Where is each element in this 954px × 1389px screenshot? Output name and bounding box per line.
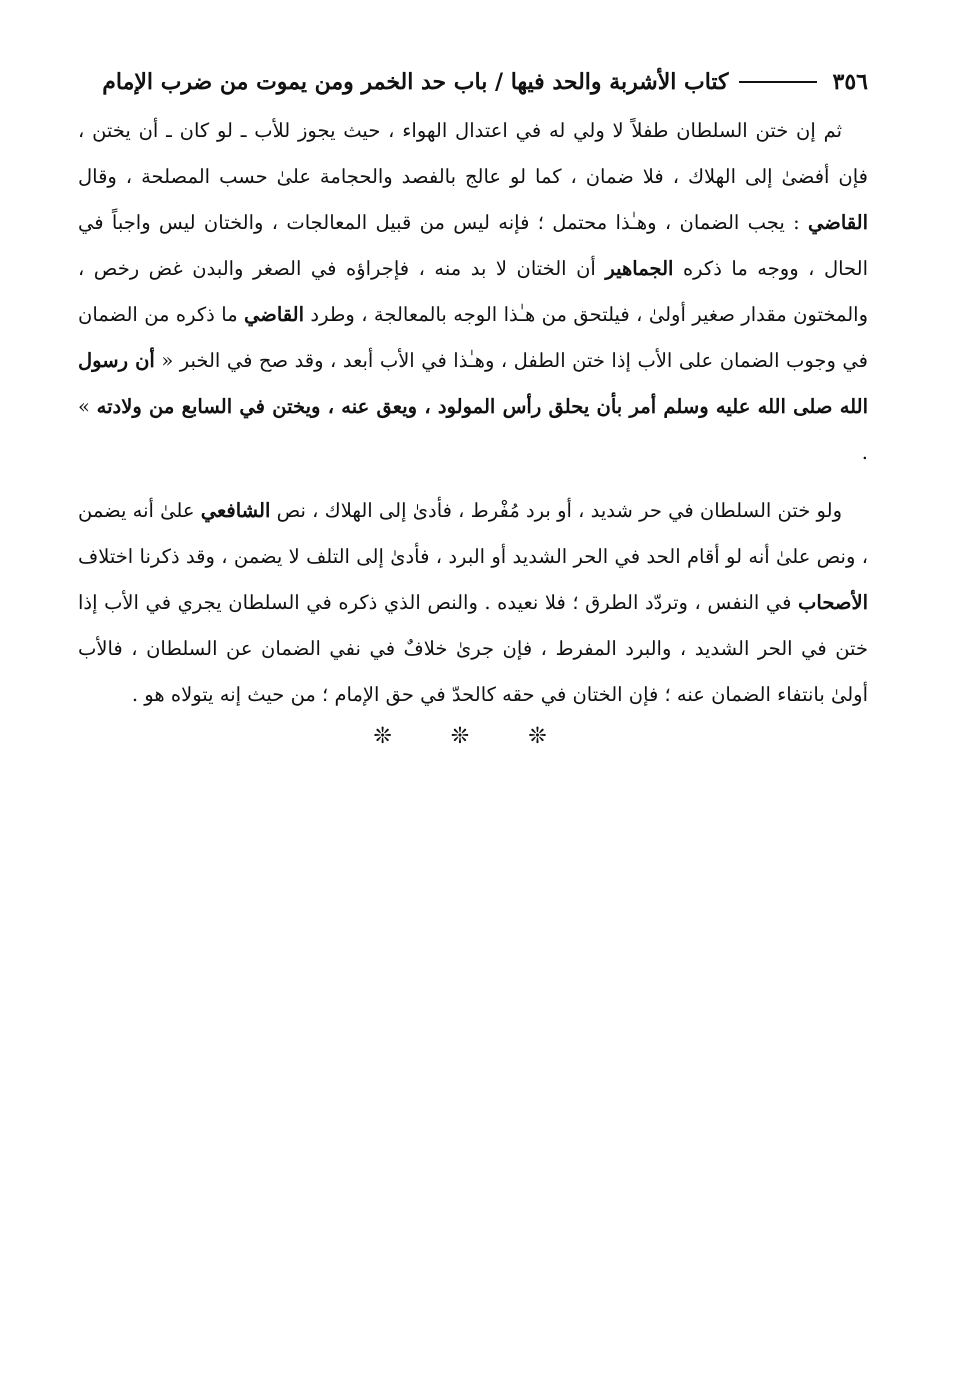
- emphasis-name: القاضي: [808, 211, 868, 234]
- emphasis-name: الأصحاب: [798, 591, 868, 614]
- page: [78, 62, 868, 749]
- page-number: ٣٥٦: [832, 69, 868, 95]
- text-run: في النفس ، وتردّد الطرق ؛ فلا نعيده . والنص الذي ذكره في السلطان يجري في الأب إذا ختن في الحر الشديد ، والبرد المفرط ، فإن جرىٰ خلافٌ في نفي الضمان عن السلطان ، فالأب أولىٰ بانتفاء الضمان عنه ؛ فإن الختان في حقه كالحدّ في حق الإمام ؛ من حيث إنه يتولاه هو .: [78, 591, 868, 706]
- section-separator: ❊ ❊ ❊: [373, 724, 573, 749]
- running-header: [78, 62, 868, 102]
- emphasis-name: الشافعي: [200, 499, 271, 522]
- emphasis-name: الجماهير: [605, 257, 674, 280]
- header-rule: [739, 81, 817, 83]
- text-run: علىٰ أنه يضمن ، ونص علىٰ أنه لو أقام الحد في الحر الشديد أو البرد ، فأدىٰ إلى التلف لا يضمن ، وقد ذكرنا اختلاف: [78, 499, 868, 568]
- text-run: » .: [78, 395, 868, 464]
- text-run: ولو ختن السلطان في حر شديد ، أو برد مُفْرط ، فأدىٰ إلى الهلاك ، نص: [270, 499, 842, 522]
- running-title: كتاب الأشربة والحد فيها / باب حد الخمر ومن يموت من ضرب الإمام: [102, 69, 729, 95]
- hadith-quote: أن رسول الله صلى الله عليه وسلم أمر بأن يحلق رأس المولود ، ويعق عنه ، ويختن في السابع من ولادته: [78, 349, 868, 418]
- paragraph-2: [78, 488, 868, 718]
- text-run: ما ذكره من الضمان في وجوب الضمان على الأب إذا ختن الطفل ، وهـٰذا في الأب أبعد ، وقد صح في الخبر «: [78, 303, 868, 372]
- text-run: : يجب الضمان ، وهـٰذا محتمل ؛ فإنه ليس من قبيل المعالجات ، والختان ليس واجباً في الحال ، ووجه ما ذكره: [78, 211, 868, 280]
- text-run: ثم إن ختن السلطان طفلاً لا ولي له في اعتدال الهواء ، حيث يجوز للأب ـ لو كان ـ أن يختن ، فإن أفضىٰ إلى الهلاك ، فلا ضمان ، كما لو عالج بالفصد والحجامة علىٰ حسب المصلحة ، وقال: [78, 119, 868, 188]
- text-run: أن الختان لا بد منه ، فإجراؤه في الصغر والبدن غض رخص ، والمختون مقدار صغير أولىٰ ، فيلتحق من هـٰذا الوجه بالمعالجة ، وطرد: [78, 257, 868, 326]
- paragraph-1: [78, 108, 868, 476]
- emphasis-name: القاضي: [244, 303, 305, 326]
